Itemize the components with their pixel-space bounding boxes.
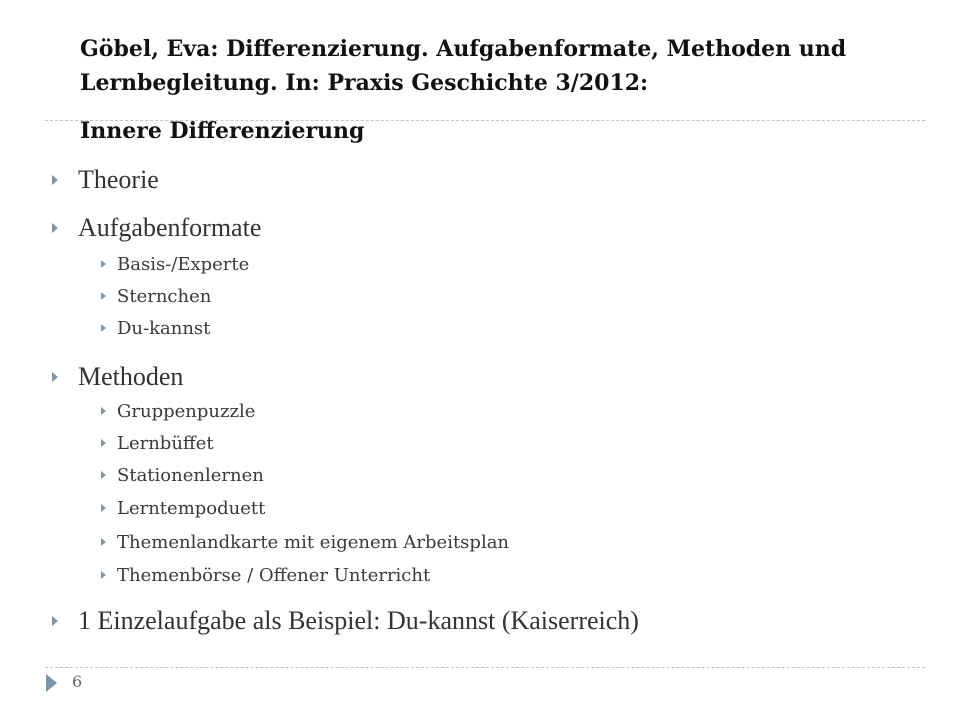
sub-bullet-lernbueffet (101, 432, 214, 456)
bullet-label: Theorie (78, 165, 159, 194)
sub-bullet-basis-experte (101, 253, 249, 277)
sub-bullet-sternchen (101, 285, 211, 309)
sub-bullet-arrow-icon (101, 260, 106, 268)
title-line-1: Göbel, Eva: Differenzierung. Aufgabenformate, Methoden und (80, 36, 847, 62)
sub-bullet-themenlandkarte (101, 531, 509, 555)
bullet-label: Methoden (78, 362, 184, 391)
sub-bullet-label: Themenlandkarte mit eigenem Arbeitsplan (117, 532, 510, 553)
sub-bullet-stationenlernen (101, 464, 264, 488)
bullet-theorie (52, 165, 159, 195)
bullet-label: 1 Einzelaufgabe als Beispiel: Du-kannst (Kaiserreich) (78, 606, 639, 635)
bullet-label: Aufgabenformate (78, 213, 262, 242)
sub-bullet-du-kannst (101, 317, 210, 341)
title-line-2: Lernbegleitung. In: Praxis Geschichte 3/2012: (80, 70, 649, 96)
sub-bullet-label: Lerntempoduett (117, 498, 266, 519)
bullet-arrow-icon (52, 175, 58, 185)
footer-triangle-icon (46, 674, 57, 692)
bullet-arrow-icon (52, 372, 58, 382)
sub-bullet-arrow-icon (101, 538, 106, 546)
sub-bullet-arrow-icon (101, 471, 106, 479)
sub-bullet-gruppenpuzzle (101, 400, 255, 424)
sub-bullet-label: Lernbüffet (117, 433, 214, 454)
bottom-divider (45, 667, 925, 668)
bullet-einzelaufgabe (52, 606, 639, 636)
bullet-arrow-icon (52, 616, 58, 626)
slide-title (80, 32, 940, 100)
sub-bullet-arrow-icon (101, 292, 106, 300)
sub-bullet-arrow-icon (101, 571, 106, 579)
page-number: 6 (72, 672, 83, 691)
bullet-aufgabenformate (52, 213, 261, 243)
sub-bullet-arrow-icon (101, 504, 106, 512)
bullet-arrow-icon (52, 223, 58, 233)
sub-bullet-arrow-icon (101, 439, 106, 447)
sub-bullet-label: Basis-/Experte (117, 254, 250, 275)
sub-bullet-label: Stationenlernen (117, 465, 264, 486)
slide-subtitle: Innere Differenzierung (80, 118, 365, 144)
sub-bullet-arrow-icon (101, 407, 106, 415)
sub-bullet-lerntempoduett (101, 497, 265, 521)
sub-bullet-label: Sternchen (117, 286, 212, 307)
bullet-methoden (52, 362, 183, 392)
sub-bullet-themenboerse (101, 564, 430, 588)
sub-bullet-label: Du-kannst (117, 318, 211, 339)
sub-bullet-label: Themenbörse / Offener Unterricht (117, 565, 431, 586)
sub-bullet-label: Gruppenpuzzle (117, 401, 256, 422)
sub-bullet-arrow-icon (101, 324, 106, 332)
